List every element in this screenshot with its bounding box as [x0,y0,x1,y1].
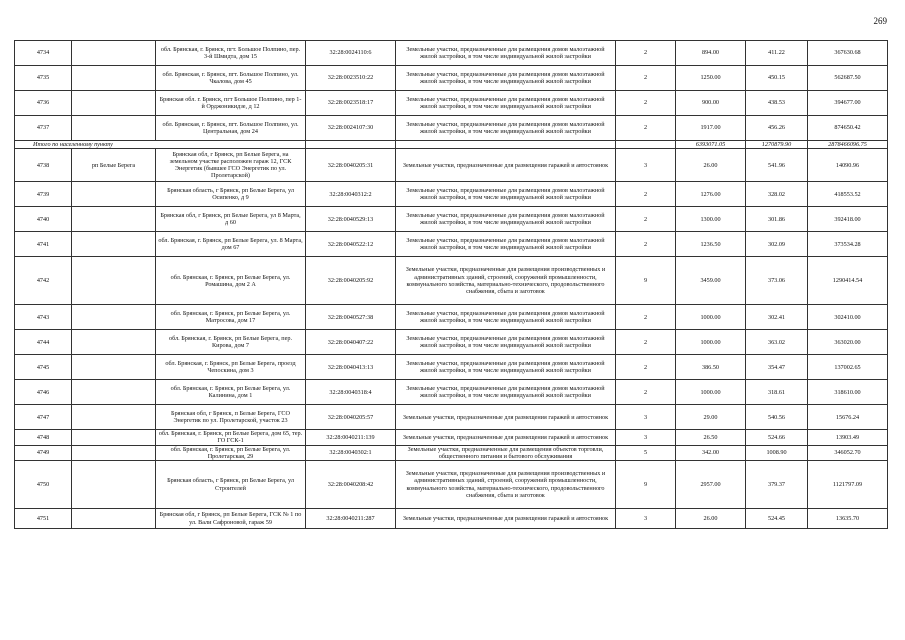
group-cell: 5 [616,445,676,460]
rate-cell: 411.22 [746,41,808,66]
land-use-cell: Земельные участки, предназначенные для размещения домов малоэтажной жилой застройки, в том числе индивидуальной жилой застройки [396,182,616,207]
value-cell: 1121797.09 [808,461,888,509]
table-row [15,405,888,430]
table-row [15,91,888,116]
land-use-cell: Земельные участки, предназначенные для размещения домов малоэтажной жилой застройки, в том числе индивидуальной жилой застройки [396,330,616,355]
settlement-name [72,380,156,405]
land-use-cell: Земельные участки, предназначенные для размещения гаражей и автостоянок [396,509,616,529]
table-row [15,182,888,207]
land-use-cell: Земельные участки, предназначенные для размещения домов малоэтажной жилой застройки, в том числе индивидуальной жилой застройки [396,380,616,405]
land-use-cell: Земельные участки, предназначенные для размещения гаражей и автостоянок [396,149,616,182]
area-cell: 900.00 [676,91,746,116]
group-cell: 2 [616,330,676,355]
cadastral-number-cell: 32:28:0040312:2 [306,182,396,207]
address-cell: обл. Брянская, г. Брянск, рп Белые Берега, проезд Чепоскина, дом 3 [156,355,306,380]
cadastral-number-cell: 32:28:0023518:17 [306,91,396,116]
table-row [15,232,888,257]
cadastral-number-cell: 32:28:0023510:22 [306,66,396,91]
value-cell: 14090.96 [808,149,888,182]
cadastral-number-cell: 32:28:0040527:38 [306,305,396,330]
rate-cell: 524.45 [746,509,808,529]
land-use-cell: Земельные участки, предназначенные для размещения гаражей и автостоянок [396,405,616,430]
settlement-name [72,430,156,445]
settlement-name [72,116,156,141]
land-use-cell: Земельные участки, предназначенные для размещения домов малоэтажной жилой застройки, в том числе индивидуальной жилой застройки [396,232,616,257]
table-row [15,257,888,305]
settlement-total-row [15,141,888,149]
table-row [15,305,888,330]
cadastral-number-cell: 32:28:0040211:287 [306,509,396,529]
table-row [15,355,888,380]
value-cell: 373534.28 [808,232,888,257]
row-id: 4746 [15,380,72,405]
address-cell: обл. Брянская, г. Брянск, рп Белые Берега, ул. Калинина, дом 1 [156,380,306,405]
address-cell: Брянская область, г Брянск, рп Белые Берега, ул Строителей [156,461,306,509]
value-cell: 392418.00 [808,207,888,232]
value-cell: 346052.70 [808,445,888,460]
land-use-cell: Земельные участки, предназначенные для размещения домов малоэтажной жилой застройки, в том числе индивидуальной жилой застройки [396,91,616,116]
address-cell: Брянская область, г Брянск, рп Белые Берега, ул Осипенко, д 9 [156,182,306,207]
settlement-name [72,66,156,91]
total-value: 2878466096.75 [808,141,888,149]
value-cell: 302410.00 [808,305,888,330]
rate-cell: 318.61 [746,380,808,405]
rate-cell: 450.15 [746,66,808,91]
cadastral-number-cell: 32:28:0040211:139 [306,430,396,445]
group-cell: 3 [616,430,676,445]
row-id: 4751 [15,509,72,529]
table-row [15,509,888,529]
area-cell: 342.00 [676,445,746,460]
land-use-cell: Земельные участки, предназначенные для размещения домов малоэтажной жилой застройки, в том числе индивидуальной жилой застройки [396,66,616,91]
cadastral-number-cell: 32:28:0040413:13 [306,355,396,380]
cadastral-number-cell: 32:28:0040318:4 [306,380,396,405]
cadastral-number-cell: 32:28:0040529:13 [306,207,396,232]
address-cell: обл. Брянская, г. Брянск, рп Белые Берега, пер. Кирова, дом 7 [156,330,306,355]
settlement-name [72,41,156,66]
area-cell: 2957.00 [676,461,746,509]
table-row [15,430,888,445]
cadastral-number-cell: 32:28:0040522:12 [306,232,396,257]
value-cell: 363020.00 [808,330,888,355]
rate-cell: 524.66 [746,430,808,445]
address-cell: Брянская обл. г. Брянск, пгт Большое Полпино, пер 1-й Орджоникидзе, д 12 [156,91,306,116]
rate-cell: 301.86 [746,207,808,232]
rate-cell: 456.26 [746,116,808,141]
settlement-name [72,330,156,355]
rate-cell: 328.02 [746,182,808,207]
row-id: 4743 [15,305,72,330]
cadastral-number-cell: 32:28:0040208:42 [306,461,396,509]
group-cell: 2 [616,207,676,232]
area-cell: 1276.00 [676,182,746,207]
area-cell: 29.00 [676,405,746,430]
cadastral-number-cell: 32:28:0040407:22 [306,330,396,355]
row-id: 4744 [15,330,72,355]
cadastral-number-cell: 32:28:0024107:30 [306,116,396,141]
table-row [15,380,888,405]
rate-cell: 540.56 [746,405,808,430]
value-cell: 367630.68 [808,41,888,66]
settlement-name [72,232,156,257]
table-row [15,461,888,509]
table-row [15,445,888,460]
address-cell: обл. Брянская, г. Брянск, пгт. Большое Полпино, ул. Чкалова, дом 45 [156,66,306,91]
row-id: 4738 [15,149,72,182]
settlement-name: рп Белые Берега [72,149,156,182]
address-cell: обл. Брянская, г. Брянск, рп Белые Берега, ул. 8 Марта, дом 67 [156,232,306,257]
address-cell: обл. Брянская, г. Брянск, пгт. Большое Полпино, пер. 3-й Шмидта, дом 15 [156,41,306,66]
row-id: 4742 [15,257,72,305]
row-id: 4739 [15,182,72,207]
group-cell: 3 [616,405,676,430]
group-cell: 2 [616,380,676,405]
settlement-name [72,445,156,460]
rate-cell: 438.53 [746,91,808,116]
value-cell: 874650.42 [808,116,888,141]
rate-cell: 541.96 [746,149,808,182]
area-cell: 26.00 [676,149,746,182]
cadastral-number-cell: 32:28:0040205:92 [306,257,396,305]
cadastral-number-cell: 32:28:0040205:31 [306,149,396,182]
row-id: 4748 [15,430,72,445]
table-row [15,66,888,91]
address-cell: обл. Брянская, г. Брянск, рп Белые Берега, дом 65, тер. ГО ГСК-1 [156,430,306,445]
settlement-name [72,509,156,529]
row-id: 4735 [15,66,72,91]
cadastral-number-cell: 32:28:0040205:57 [306,405,396,430]
total-label: Итого по населенному пункту [15,141,306,149]
cadastral-number-cell: 32:28:0040302:1 [306,445,396,460]
row-id: 4745 [15,355,72,380]
address-cell: обл. Брянская, г. Брянск, рп Белые Берега, ул. Ромашина, дом 2 А [156,257,306,305]
land-use-cell: Земельные участки, предназначенные для размещения производственных и административных зданий, строений, сооружений промышленности, коммунального хозяйства, материально-технического, продовольственного снабжения, сбыта и заготовок [396,461,616,509]
address-cell: обл. Брянская, г. Брянск, рп Белые Берега, ул. Матросова, дом 17 [156,305,306,330]
group-cell: 2 [616,182,676,207]
group-cell: 2 [616,116,676,141]
group-cell: 2 [616,66,676,91]
area-cell: 26.50 [676,430,746,445]
rate-cell: 1008.90 [746,445,808,460]
area-cell: 1000.00 [676,305,746,330]
group-cell: 2 [616,41,676,66]
land-use-cell: Земельные участки, предназначенные для размещения домов малоэтажной жилой застройки, в том числе индивидуальной жилой застройки [396,305,616,330]
group-cell: 3 [616,149,676,182]
area-cell: 1917.00 [676,116,746,141]
area-cell: 3459.00 [676,257,746,305]
land-use-cell: Земельные участки, предназначенные для размещения домов малоэтажной жилой застройки, в том числе индивидуальной жилой застройки [396,41,616,66]
rate-cell: 363.02 [746,330,808,355]
land-use-cell: Земельные участки, предназначенные для размещения домов малоэтажной жилой застройки, в том числе индивидуальной жилой застройки [396,116,616,141]
row-id: 4741 [15,232,72,257]
area-cell: 1300.00 [676,207,746,232]
land-use-cell: Земельные участки, предназначенные для размещения домов малоэтажной жилой застройки, в том числе индивидуальной жилой застройки [396,355,616,380]
row-id: 4749 [15,445,72,460]
area-cell: 1000.00 [676,330,746,355]
rate-cell: 373.06 [746,257,808,305]
land-use-cell: Земельные участки, предназначенные для размещения домов малоэтажной жилой застройки, в том числе индивидуальной жилой застройки [396,207,616,232]
group-cell: 3 [616,509,676,529]
value-cell: 13635.70 [808,509,888,529]
value-cell: 13903.49 [808,430,888,445]
table-row [15,149,888,182]
land-use-cell: Земельные участки, предназначенные для размещения производственных и административных зданий, строений, сооружений промышленности, коммунального хозяйства, материально-технического, продовольственного снабжения, сбыта и заготовок [396,257,616,305]
address-cell: обл. Брянская, г. Брянск, пгт. Большое Полпино, ул. Центральная, дом 24 [156,116,306,141]
rate-cell: 302.09 [746,232,808,257]
address-cell: Брянская обл, г Брянск, п Белые Берега, ГСО Энергетик по ул. Пролетарской, участок 23 [156,405,306,430]
settlement-name [72,257,156,305]
settlement-name [72,405,156,430]
settlement-name [72,305,156,330]
address-cell: обл. Брянская, г. Брянск, рп Белые Берега, ул. Пролетарская, 29 [156,445,306,460]
page-number: 269 [873,16,887,26]
settlement-name [72,461,156,509]
cadastral-value-table [14,40,888,529]
area-cell: 26.00 [676,509,746,529]
row-id: 4750 [15,461,72,509]
rate-cell: 379.37 [746,461,808,509]
row-id: 4740 [15,207,72,232]
row-id: 4734 [15,41,72,66]
land-use-cell: Земельные участки, предназначенные для размещения гаражей и автостоянок [396,430,616,445]
value-cell: 15676.24 [808,405,888,430]
row-id: 4747 [15,405,72,430]
value-cell: 418553.52 [808,182,888,207]
area-cell: 386.50 [676,355,746,380]
area-cell: 1236.50 [676,232,746,257]
group-cell: 9 [616,257,676,305]
settlement-name [72,207,156,232]
value-cell: 318610.00 [808,380,888,405]
land-use-cell: Земельные участки, предназначенные для размещения объектов торговли, общественного питания и бытового обслуживания [396,445,616,460]
group-cell: 2 [616,355,676,380]
value-cell: 394677.00 [808,91,888,116]
table-row [15,207,888,232]
rate-cell: 302.41 [746,305,808,330]
group-cell: 2 [616,305,676,330]
area-cell: 1000.00 [676,380,746,405]
value-cell: 562687.50 [808,66,888,91]
group-cell: 9 [616,461,676,509]
address-cell: Брянская обл, г Брянск, рп Белые Берега, ГСК № 1 по ул. Вали Сафроновой, гараж 59 [156,509,306,529]
table-row [15,116,888,141]
row-id: 4736 [15,91,72,116]
area-cell: 894.00 [676,41,746,66]
row-id: 4737 [15,116,72,141]
settlement-name [72,91,156,116]
settlement-name [72,355,156,380]
rate-cell: 354.47 [746,355,808,380]
group-cell: 2 [616,91,676,116]
address-cell: Брянская обл, г Брянск, рп Белые Берега, ул 8 Марта, д 60 [156,207,306,232]
total-area: 6393071.05 [676,141,746,149]
area-cell: 1250.00 [676,66,746,91]
address-cell: Брянская обл, г Брянск, рп Белые Берега, на земельном участке расположен гараж 12, ГСК Энергетик (бывшее ГСО Энергетик по ул. Пролетарской) [156,149,306,182]
settlement-name [72,182,156,207]
value-cell: 1290414.54 [808,257,888,305]
cadastral-number-cell: 32:28:0024110:6 [306,41,396,66]
total-rate: 1270879.90 [746,141,808,149]
value-cell: 137002.65 [808,355,888,380]
table-row [15,41,888,66]
group-cell: 2 [616,232,676,257]
table-row [15,330,888,355]
